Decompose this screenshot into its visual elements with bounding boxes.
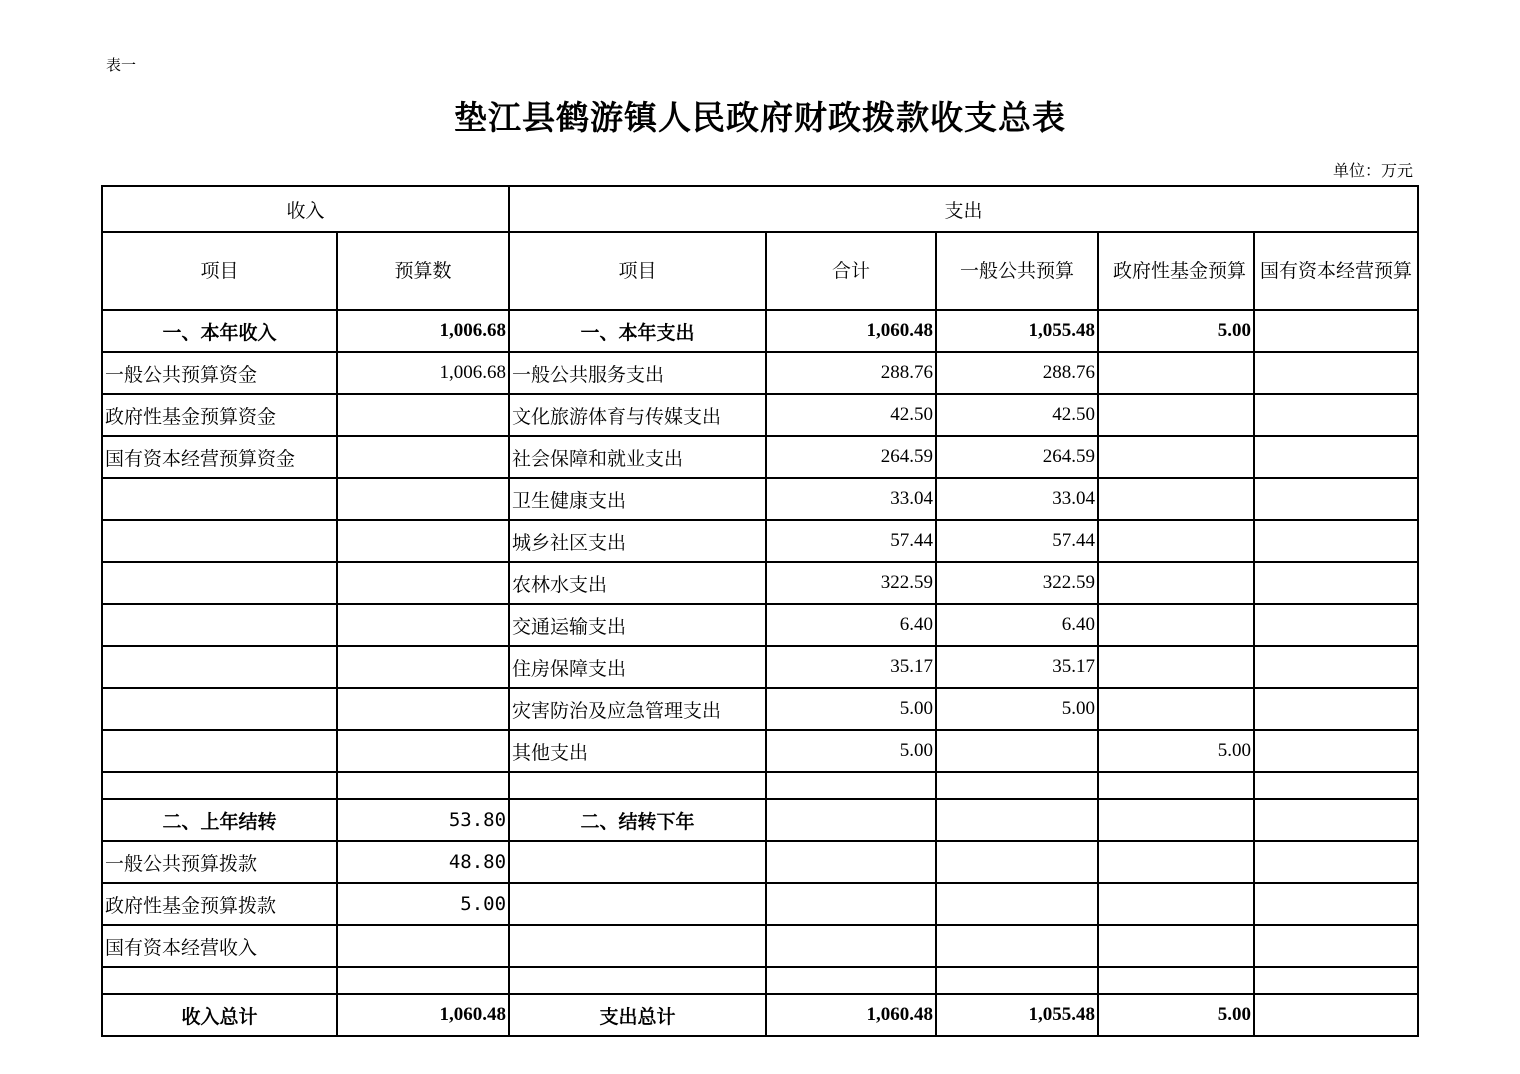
expense-item-cell <box>509 967 766 994</box>
table-row <box>102 688 1418 730</box>
expense-item-cell: 二、结转下年 <box>509 799 766 841</box>
general-budget-header: 一般公共预算 <box>936 232 1098 310</box>
income-budget-cell <box>337 436 509 478</box>
general-budget-cell <box>936 772 1098 799</box>
total-cell <box>766 967 936 994</box>
gov-fund-cell <box>1098 478 1254 520</box>
state-capital-cell <box>1254 562 1418 604</box>
expense-item-cell: 交通运输支出 <box>509 604 766 646</box>
income-budget-cell: 1,060.48 <box>337 994 509 1036</box>
total-cell <box>766 799 936 841</box>
income-item-cell <box>102 772 337 799</box>
state-capital-cell <box>1254 352 1418 394</box>
income-budget-cell <box>337 562 509 604</box>
table-row <box>102 967 1418 994</box>
total-cell: 42.50 <box>766 394 936 436</box>
gov-fund-cell <box>1098 604 1254 646</box>
table-row <box>102 925 1418 967</box>
total-cell: 1,060.48 <box>766 994 936 1036</box>
state-capital-cell <box>1254 478 1418 520</box>
table-row <box>102 394 1418 436</box>
expense-item-cell: 灾害防治及应急管理支出 <box>509 688 766 730</box>
general-budget-cell <box>936 799 1098 841</box>
expense-section-header: 支出 <box>509 186 1418 232</box>
general-budget-cell: 42.50 <box>936 394 1098 436</box>
income-item-cell <box>102 967 337 994</box>
total-cell: 5.00 <box>766 688 936 730</box>
expense-item-cell: 社会保障和就业支出 <box>509 436 766 478</box>
gov-fund-cell <box>1098 967 1254 994</box>
income-budget-cell <box>337 646 509 688</box>
income-budget-cell <box>337 772 509 799</box>
income-budget-cell <box>337 967 509 994</box>
state-capital-cell <box>1254 394 1418 436</box>
income-section-header: 收入 <box>102 186 509 232</box>
income-item-cell <box>102 604 337 646</box>
general-budget-cell: 1,055.48 <box>936 310 1098 352</box>
gov-fund-header: 政府性基金预算 <box>1098 232 1254 310</box>
total-cell: 264.59 <box>766 436 936 478</box>
total-cell: 6.40 <box>766 604 936 646</box>
general-budget-cell: 322.59 <box>936 562 1098 604</box>
state-capital-cell <box>1254 436 1418 478</box>
gov-fund-cell <box>1098 394 1254 436</box>
state-capital-cell <box>1254 967 1418 994</box>
expense-item-cell: 文化旅游体育与传媒支出 <box>509 394 766 436</box>
table-number: 表一 <box>106 56 137 74</box>
income-budget-cell: 5.00 <box>337 883 509 925</box>
income-item-cell <box>102 562 337 604</box>
state-capital-cell <box>1254 310 1418 352</box>
table-row <box>102 478 1418 520</box>
income-item-cell: 政府性基金预算拨款 <box>102 883 337 925</box>
general-budget-cell <box>936 883 1098 925</box>
total-cell: 1,060.48 <box>766 310 936 352</box>
general-budget-cell: 264.59 <box>936 436 1098 478</box>
general-budget-cell: 288.76 <box>936 352 1098 394</box>
state-capital-cell <box>1254 883 1418 925</box>
general-budget-cell: 1,055.48 <box>936 994 1098 1036</box>
income-item-cell: 收入总计 <box>102 994 337 1036</box>
total-cell: 33.04 <box>766 478 936 520</box>
income-item-cell: 一般公共预算资金 <box>102 352 337 394</box>
table-row <box>102 310 1418 352</box>
budget-summary-table <box>101 185 1419 1037</box>
gov-fund-cell: 5.00 <box>1098 310 1254 352</box>
document-title: 垫江县鹤游镇人民政府财政拨款收支总表 <box>454 98 1066 137</box>
income-item-cell: 国有资本经营收入 <box>102 925 337 967</box>
gov-fund-cell <box>1098 799 1254 841</box>
unit-label: 单位：万元 <box>1332 161 1413 180</box>
section-header-row <box>102 186 1418 232</box>
income-budget-cell <box>337 604 509 646</box>
general-budget-cell: 6.40 <box>936 604 1098 646</box>
state-capital-cell <box>1254 994 1418 1036</box>
total-cell: 5.00 <box>766 730 936 772</box>
income-item-cell <box>102 688 337 730</box>
gov-fund-cell: 5.00 <box>1098 994 1254 1036</box>
expense-item-header: 项目 <box>509 232 766 310</box>
table-row <box>102 604 1418 646</box>
total-cell: 288.76 <box>766 352 936 394</box>
table-row <box>102 994 1418 1036</box>
total-cell <box>766 925 936 967</box>
general-budget-cell <box>936 730 1098 772</box>
table-row <box>102 520 1418 562</box>
expense-item-cell: 一、本年支出 <box>509 310 766 352</box>
total-header: 合计 <box>766 232 936 310</box>
income-item-cell <box>102 478 337 520</box>
income-budget-cell <box>337 520 509 562</box>
state-capital-cell <box>1254 730 1418 772</box>
general-budget-cell: 57.44 <box>936 520 1098 562</box>
income-item-cell <box>102 520 337 562</box>
income-budget-cell: 48.80 <box>337 841 509 883</box>
table-row <box>102 883 1418 925</box>
expense-item-cell <box>509 841 766 883</box>
income-item-cell: 国有资本经营预算资金 <box>102 436 337 478</box>
table-row <box>102 646 1418 688</box>
expense-item-cell: 住房保障支出 <box>509 646 766 688</box>
gov-fund-cell: 5.00 <box>1098 730 1254 772</box>
gov-fund-cell <box>1098 520 1254 562</box>
gov-fund-cell <box>1098 646 1254 688</box>
expense-item-cell: 一般公共服务支出 <box>509 352 766 394</box>
income-budget-header: 预算数 <box>337 232 509 310</box>
state-capital-cell <box>1254 841 1418 883</box>
expense-item-cell <box>509 925 766 967</box>
general-budget-cell: 5.00 <box>936 688 1098 730</box>
state-capital-header: 国有资本经营预算 <box>1254 232 1418 310</box>
table-row <box>102 436 1418 478</box>
expense-item-cell <box>509 883 766 925</box>
table-row <box>102 352 1418 394</box>
table-row <box>102 799 1418 841</box>
income-item-cell: 一、本年收入 <box>102 310 337 352</box>
column-header-row <box>102 232 1418 310</box>
state-capital-cell <box>1254 772 1418 799</box>
general-budget-cell <box>936 841 1098 883</box>
total-cell: 35.17 <box>766 646 936 688</box>
general-budget-cell <box>936 967 1098 994</box>
gov-fund-cell <box>1098 883 1254 925</box>
income-item-cell: 政府性基金预算资金 <box>102 394 337 436</box>
general-budget-cell: 35.17 <box>936 646 1098 688</box>
total-cell: 57.44 <box>766 520 936 562</box>
income-item-header: 项目 <box>102 232 337 310</box>
income-budget-cell <box>337 925 509 967</box>
table-row <box>102 730 1418 772</box>
table-row <box>102 562 1418 604</box>
gov-fund-cell <box>1098 562 1254 604</box>
table-row <box>102 772 1418 799</box>
income-budget-cell: 53.80 <box>337 799 509 841</box>
total-cell <box>766 883 936 925</box>
gov-fund-cell <box>1098 436 1254 478</box>
income-item-cell <box>102 646 337 688</box>
state-capital-cell <box>1254 604 1418 646</box>
state-capital-cell <box>1254 925 1418 967</box>
gov-fund-cell <box>1098 772 1254 799</box>
income-budget-cell: 1,006.68 <box>337 310 509 352</box>
income-budget-cell <box>337 478 509 520</box>
expense-item-cell: 农林水支出 <box>509 562 766 604</box>
expense-item-cell <box>509 772 766 799</box>
gov-fund-cell <box>1098 688 1254 730</box>
expense-item-cell: 卫生健康支出 <box>509 478 766 520</box>
total-cell <box>766 841 936 883</box>
state-capital-cell <box>1254 799 1418 841</box>
gov-fund-cell <box>1098 841 1254 883</box>
general-budget-cell <box>936 925 1098 967</box>
expense-item-cell: 其他支出 <box>509 730 766 772</box>
state-capital-cell <box>1254 646 1418 688</box>
gov-fund-cell <box>1098 352 1254 394</box>
income-item-cell: 二、上年结转 <box>102 799 337 841</box>
state-capital-cell <box>1254 688 1418 730</box>
expense-item-cell: 支出总计 <box>509 994 766 1036</box>
total-cell: 322.59 <box>766 562 936 604</box>
total-cell <box>766 772 936 799</box>
expense-item-cell: 城乡社区支出 <box>509 520 766 562</box>
gov-fund-cell <box>1098 925 1254 967</box>
general-budget-cell: 33.04 <box>936 478 1098 520</box>
income-item-cell: 一般公共预算拨款 <box>102 841 337 883</box>
state-capital-cell <box>1254 520 1418 562</box>
income-budget-cell <box>337 394 509 436</box>
income-budget-cell: 1,006.68 <box>337 352 509 394</box>
table-row <box>102 841 1418 883</box>
income-item-cell <box>102 730 337 772</box>
income-budget-cell <box>337 688 509 730</box>
income-budget-cell <box>337 730 509 772</box>
